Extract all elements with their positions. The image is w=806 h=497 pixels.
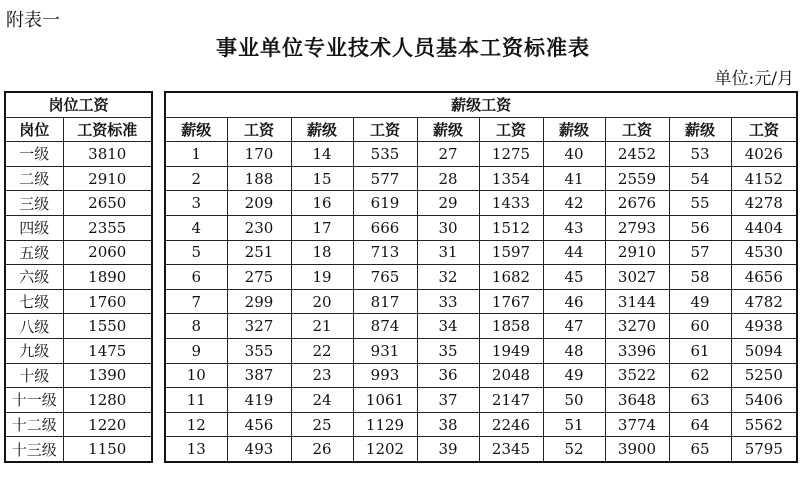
table-cell: 14 — [291, 142, 353, 167]
table-cell: 65 — [669, 437, 731, 462]
table-row — [165, 142, 797, 167]
table-cell: 1433 — [479, 191, 543, 216]
table-cell: 十一级 — [5, 388, 63, 413]
table-cell: 5795 — [731, 437, 797, 462]
table-cell: 8 — [165, 314, 227, 339]
table-cell: 1220 — [63, 412, 152, 437]
table-cell: 40 — [543, 142, 605, 167]
table-cell: 39 — [417, 437, 479, 462]
table-cell: 5562 — [731, 412, 797, 437]
table-row — [165, 363, 797, 388]
table-cell: 6 — [165, 265, 227, 290]
table-cell: 4530 — [731, 240, 797, 265]
column-header: 工资标准 — [63, 117, 152, 142]
table-cell: 251 — [227, 240, 291, 265]
table-row — [165, 265, 797, 290]
table-row — [5, 314, 152, 339]
table-cell: 1202 — [353, 437, 417, 462]
column-header: 薪级 — [543, 117, 605, 142]
table-cell: 387 — [227, 363, 291, 388]
table-cell: 535 — [353, 142, 417, 167]
table-row — [5, 338, 152, 363]
table-cell: 34 — [417, 314, 479, 339]
table-cell: 931 — [353, 338, 417, 363]
table-cell: 4782 — [731, 289, 797, 314]
table-cell: 493 — [227, 437, 291, 462]
grade-table-header-row — [165, 117, 797, 142]
table-cell: 1597 — [479, 240, 543, 265]
table-cell: 二级 — [5, 166, 63, 191]
table-cell: 3810 — [63, 142, 152, 167]
table-cell: 4404 — [731, 215, 797, 240]
table-cell: 1280 — [63, 388, 152, 413]
table-cell: 16 — [291, 191, 353, 216]
table-cell: 25 — [291, 412, 353, 437]
column-header: 薪级 — [669, 117, 731, 142]
table-cell: 49 — [669, 289, 731, 314]
table-row — [165, 412, 797, 437]
table-cell: 5094 — [731, 338, 797, 363]
table-cell: 456 — [227, 412, 291, 437]
table-cell: 36 — [417, 363, 479, 388]
table-row — [165, 166, 797, 191]
table-row — [165, 314, 797, 339]
table-cell: 419 — [227, 388, 291, 413]
table-cell: 33 — [417, 289, 479, 314]
table-cell: 3027 — [605, 265, 669, 290]
table-cell: 43 — [543, 215, 605, 240]
post-table-body — [5, 142, 152, 462]
table-cell: 九级 — [5, 338, 63, 363]
table-cell: 5 — [165, 240, 227, 265]
table-cell: 58 — [669, 265, 731, 290]
table-cell: 3144 — [605, 289, 669, 314]
post-table-caption: 岗位工资 — [5, 92, 152, 117]
table-row — [5, 265, 152, 290]
table-cell: 1061 — [353, 388, 417, 413]
table-cell: 2 — [165, 166, 227, 191]
table-cell: 47 — [543, 314, 605, 339]
table-row — [5, 437, 152, 462]
table-cell: 37 — [417, 388, 479, 413]
column-header: 工资 — [731, 117, 797, 142]
table-cell: 3270 — [605, 314, 669, 339]
table-cell: 32 — [417, 265, 479, 290]
table-cell: 1760 — [63, 289, 152, 314]
table-cell: 49 — [543, 363, 605, 388]
table-cell: 四级 — [5, 215, 63, 240]
table-cell: 50 — [543, 388, 605, 413]
table-cell: 1275 — [479, 142, 543, 167]
post-table-header-row — [5, 117, 152, 142]
page-title: 事业单位专业技术人员基本工资标准表 — [216, 36, 590, 60]
column-header: 工资 — [227, 117, 291, 142]
table-cell: 209 — [227, 191, 291, 216]
table-cell: 619 — [353, 191, 417, 216]
table-row — [5, 142, 152, 167]
unit-label: 单位:元/月 — [714, 69, 794, 89]
table-cell: 29 — [417, 191, 479, 216]
table-cell: 28 — [417, 166, 479, 191]
table-cell: 44 — [543, 240, 605, 265]
table-row — [165, 240, 797, 265]
table-cell: 57 — [669, 240, 731, 265]
table-cell: 38 — [417, 412, 479, 437]
table-cell: 2345 — [479, 437, 543, 462]
table-cell: 18 — [291, 240, 353, 265]
column-header: 薪级 — [417, 117, 479, 142]
table-row — [165, 289, 797, 314]
post-salary-table — [4, 91, 153, 463]
table-cell: 1949 — [479, 338, 543, 363]
table-cell: 299 — [227, 289, 291, 314]
table-cell: 62 — [669, 363, 731, 388]
table-cell: 61 — [669, 338, 731, 363]
table-cell: 63 — [669, 388, 731, 413]
column-header: 工资 — [479, 117, 543, 142]
table-row — [5, 166, 152, 191]
table-cell: 327 — [227, 314, 291, 339]
table-cell: 52 — [543, 437, 605, 462]
table-cell: 15 — [291, 166, 353, 191]
table-cell: 一级 — [5, 142, 63, 167]
table-cell: 2910 — [605, 240, 669, 265]
table-cell: 三级 — [5, 191, 63, 216]
table-cell: 35 — [417, 338, 479, 363]
table-cell: 2060 — [63, 240, 152, 265]
table-cell: 六级 — [5, 265, 63, 290]
column-header: 薪级 — [165, 117, 227, 142]
table-cell: 7 — [165, 289, 227, 314]
table-cell: 45 — [543, 265, 605, 290]
table-cell: 874 — [353, 314, 417, 339]
table-cell: 4656 — [731, 265, 797, 290]
table-cell: 十二级 — [5, 412, 63, 437]
table-cell: 666 — [353, 215, 417, 240]
table-cell: 2650 — [63, 191, 152, 216]
table-row — [5, 289, 152, 314]
table-cell: 4026 — [731, 142, 797, 167]
table-cell: 31 — [417, 240, 479, 265]
table-cell: 2452 — [605, 142, 669, 167]
table-cell: 713 — [353, 240, 417, 265]
table-cell: 1354 — [479, 166, 543, 191]
table-cell: 4278 — [731, 191, 797, 216]
table-cell: 七级 — [5, 289, 63, 314]
table-cell: 1512 — [479, 215, 543, 240]
table-cell: 4152 — [731, 166, 797, 191]
table-cell: 1682 — [479, 265, 543, 290]
table-row — [165, 437, 797, 462]
table-cell: 188 — [227, 166, 291, 191]
table-cell: 48 — [543, 338, 605, 363]
table-cell: 22 — [291, 338, 353, 363]
table-cell: 2147 — [479, 388, 543, 413]
table-cell: 55 — [669, 191, 731, 216]
table-row — [165, 215, 797, 240]
table-cell: 30 — [417, 215, 479, 240]
table-row — [165, 388, 797, 413]
table-cell: 26 — [291, 437, 353, 462]
grade-table-body — [165, 142, 797, 462]
table-cell: 1858 — [479, 314, 543, 339]
table-cell: 42 — [543, 191, 605, 216]
table-cell: 13 — [165, 437, 227, 462]
table-cell: 10 — [165, 363, 227, 388]
table-cell: 11 — [165, 388, 227, 413]
table-cell: 3396 — [605, 338, 669, 363]
table-cell: 八级 — [5, 314, 63, 339]
table-row — [5, 388, 152, 413]
table-row — [5, 363, 152, 388]
table-cell: 5250 — [731, 363, 797, 388]
table-row — [5, 215, 152, 240]
grade-table-caption: 薪级工资 — [165, 92, 797, 117]
table-cell: 1475 — [63, 338, 152, 363]
table-cell: 3 — [165, 191, 227, 216]
table-cell: 355 — [227, 338, 291, 363]
table-cell: 2246 — [479, 412, 543, 437]
table-cell: 十三级 — [5, 437, 63, 462]
table-cell: 817 — [353, 289, 417, 314]
table-cell: 1767 — [479, 289, 543, 314]
table-row — [5, 412, 152, 437]
table-cell: 1390 — [63, 363, 152, 388]
table-cell: 21 — [291, 314, 353, 339]
table-cell: 1890 — [63, 265, 152, 290]
table-cell: 46 — [543, 289, 605, 314]
table-cell: 27 — [417, 142, 479, 167]
table-cell: 20 — [291, 289, 353, 314]
table-cell: 765 — [353, 265, 417, 290]
column-header: 薪级 — [291, 117, 353, 142]
table-cell: 60 — [669, 314, 731, 339]
table-row — [5, 240, 152, 265]
table-row — [5, 191, 152, 216]
table-cell: 2910 — [63, 166, 152, 191]
column-header: 工资 — [353, 117, 417, 142]
table-cell: 12 — [165, 412, 227, 437]
column-header: 岗位 — [5, 117, 63, 142]
annex-label: 附表一 — [6, 10, 60, 31]
table-row — [165, 191, 797, 216]
table-cell: 17 — [291, 215, 353, 240]
table-cell: 2048 — [479, 363, 543, 388]
table-row — [165, 338, 797, 363]
table-cell: 53 — [669, 142, 731, 167]
table-cell: 56 — [669, 215, 731, 240]
table-cell: 2793 — [605, 215, 669, 240]
table-cell: 577 — [353, 166, 417, 191]
table-cell: 23 — [291, 363, 353, 388]
table-cell: 993 — [353, 363, 417, 388]
grade-salary-table — [164, 91, 798, 463]
table-cell: 2355 — [63, 215, 152, 240]
table-cell: 3522 — [605, 363, 669, 388]
table-cell: 3774 — [605, 412, 669, 437]
table-cell: 170 — [227, 142, 291, 167]
table-cell: 五级 — [5, 240, 63, 265]
table-cell: 1550 — [63, 314, 152, 339]
table-cell: 3900 — [605, 437, 669, 462]
table-cell: 230 — [227, 215, 291, 240]
table-cell: 2676 — [605, 191, 669, 216]
table-cell: 64 — [669, 412, 731, 437]
table-cell: 54 — [669, 166, 731, 191]
table-cell: 3648 — [605, 388, 669, 413]
table-cell: 9 — [165, 338, 227, 363]
table-cell: 十级 — [5, 363, 63, 388]
table-cell: 5406 — [731, 388, 797, 413]
table-cell: 1129 — [353, 412, 417, 437]
table-cell: 1 — [165, 142, 227, 167]
table-cell: 19 — [291, 265, 353, 290]
table-cell: 4938 — [731, 314, 797, 339]
table-cell: 41 — [543, 166, 605, 191]
table-cell: 4 — [165, 215, 227, 240]
table-cell: 51 — [543, 412, 605, 437]
column-header: 工资 — [605, 117, 669, 142]
table-cell: 2559 — [605, 166, 669, 191]
table-cell: 1150 — [63, 437, 152, 462]
table-cell: 24 — [291, 388, 353, 413]
table-cell: 275 — [227, 265, 291, 290]
